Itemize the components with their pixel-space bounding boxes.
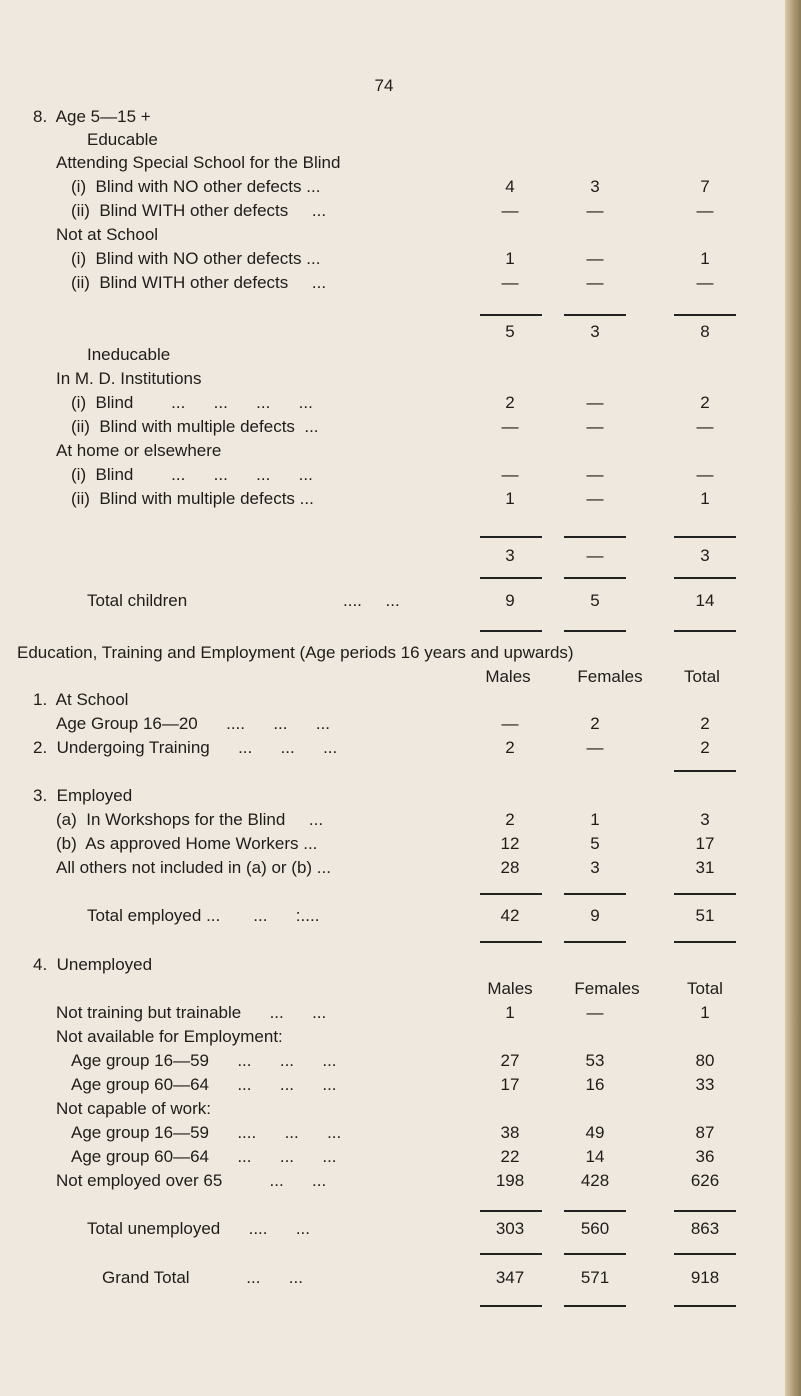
sum-rule (480, 1305, 542, 1307)
row-label: Age group 16—59 .... ... ... (71, 1123, 342, 1142)
subtotal-females: 3 (590, 322, 600, 341)
row-label: (i) Blind with NO other defects ... (71, 249, 321, 268)
row-label: (a) In Workshops for the Blind ... (56, 810, 324, 829)
females-cell: 16 (585, 1075, 605, 1094)
males-cell: — (501, 714, 519, 733)
males-cell: — (501, 201, 519, 220)
males-cell: 4 (505, 177, 515, 196)
sum-rule (674, 1305, 736, 1307)
row-label: Age group 60—64 ... ... ... (71, 1075, 337, 1094)
males-cell: 2 (505, 738, 515, 757)
total-cell: — (696, 273, 714, 292)
total-cell: — (696, 201, 714, 220)
subtotal-males: 3 (505, 546, 515, 565)
total-cell: 1 (700, 1003, 710, 1022)
grand-total-label: Grand Total ... ... (102, 1268, 303, 1287)
total-unemployed-females: 560 (580, 1219, 610, 1238)
sum-rule (564, 630, 626, 632)
column-header-total: Total (687, 979, 723, 998)
subtotal-total: 3 (700, 546, 710, 565)
females-cell: — (586, 489, 604, 508)
column-header-females: Females (577, 667, 643, 686)
sum-rule (480, 893, 542, 895)
females-cell: — (586, 273, 604, 292)
at-home-heading: At home or elsewhere (56, 441, 222, 460)
sum-rule (480, 941, 542, 943)
sum-rule (564, 314, 626, 316)
sum-rule (674, 770, 736, 772)
total-unemployed-total: 863 (690, 1219, 720, 1238)
total-employed-label: Total employed ... ... :.... (87, 906, 320, 925)
males-cell: 1 (505, 1003, 515, 1022)
males-cell: 198 (495, 1171, 525, 1190)
not-available-heading: Not available for Employment: (56, 1027, 283, 1046)
at-school-heading: 1. At School (33, 690, 129, 709)
sum-rule (564, 577, 626, 579)
females-cell: — (586, 1003, 604, 1022)
row-label: Age group 16—59 ... ... ... (71, 1051, 337, 1070)
not-at-school-heading: Not at School (56, 225, 159, 244)
row-label: (b) As approved Home Workers ... (56, 834, 318, 853)
row-label: Age Group 16—20 .... ... ... (56, 714, 331, 733)
males-cell: — (501, 273, 519, 292)
females-cell: 14 (585, 1147, 605, 1166)
total-cell: 626 (690, 1171, 720, 1190)
total-cell: 2 (700, 714, 710, 733)
total-cell: 1 (700, 489, 710, 508)
row-label: Age group 60—64 ... ... ... (71, 1147, 337, 1166)
row-label: (ii) Blind with multiple defects ... (71, 489, 314, 508)
females-cell: 53 (585, 1051, 605, 1070)
subtotal-total: 8 (700, 322, 710, 341)
sum-rule (674, 630, 736, 632)
females-cell: — (586, 465, 604, 484)
females-cell: 3 (590, 858, 600, 877)
column-header-females: Females (574, 979, 640, 998)
total-cell: 3 (700, 810, 710, 829)
total-children-females: 5 (590, 591, 600, 610)
males-cell: 27 (500, 1051, 520, 1070)
subtotal-males: 5 (505, 322, 515, 341)
column-header-total: Total (684, 667, 720, 686)
males-cell: 28 (500, 858, 520, 877)
females-cell: 3 (590, 177, 600, 196)
page-edge-shadow (785, 0, 801, 1396)
sum-rule (480, 314, 542, 316)
males-cell: 12 (500, 834, 520, 853)
total-cell: — (696, 465, 714, 484)
row-label: (i) Blind with NO other defects ... (71, 177, 321, 196)
females-cell: — (586, 201, 604, 220)
total-unemployed-males: 303 (495, 1219, 525, 1238)
sum-rule (674, 941, 736, 943)
males-cell: — (501, 465, 519, 484)
females-cell: 5 (590, 834, 600, 853)
sum-rule (564, 1210, 626, 1212)
total-cell: 87 (695, 1123, 715, 1142)
males-cell: 1 (505, 249, 515, 268)
row-label: Not training but trainable ... ... (56, 1003, 327, 1022)
total-cell: 36 (695, 1147, 715, 1166)
row-label: All others not included in (a) or (b) ... (56, 858, 331, 877)
total-unemployed-label: Total unemployed .... ... (87, 1219, 310, 1238)
total-cell: 2 (700, 738, 710, 757)
females-cell: — (586, 393, 604, 412)
sum-rule (480, 577, 542, 579)
females-cell: 2 (590, 714, 600, 733)
page-number: 74 (374, 76, 394, 95)
total-employed-females: 9 (590, 906, 600, 925)
males-cell: 1 (505, 489, 515, 508)
column-header-males: Males (485, 667, 531, 686)
sum-rule (564, 1253, 626, 1255)
total-cell: 80 (695, 1051, 715, 1070)
total-children-dots: .... ... (343, 591, 400, 610)
sum-rule (480, 1253, 542, 1255)
sum-rule (564, 941, 626, 943)
sum-rule (564, 536, 626, 538)
total-cell: 2 (700, 393, 710, 412)
row-label: (i) Blind ... ... ... ... (71, 393, 313, 412)
sum-rule (674, 314, 736, 316)
row-label: 2. Undergoing Training ... ... ... (33, 738, 338, 757)
grand-total-males: 347 (495, 1268, 525, 1287)
section-8-heading: 8. Age 5—15 + (33, 107, 151, 126)
sum-rule (674, 893, 736, 895)
females-cell: — (586, 738, 604, 757)
subtotal-females: — (586, 546, 604, 565)
not-capable-heading: Not capable of work: (56, 1099, 211, 1118)
attending-heading: Attending Special School for the Blind (56, 153, 341, 172)
employed-heading: 3. Employed (33, 786, 133, 805)
males-cell: — (501, 417, 519, 436)
sum-rule (564, 1305, 626, 1307)
sum-rule (480, 536, 542, 538)
unemployed-heading: 4. Unemployed (33, 955, 153, 974)
total-children-males: 9 (505, 591, 515, 610)
sum-rule (674, 1253, 736, 1255)
sum-rule (674, 577, 736, 579)
row-label: (i) Blind ... ... ... ... (71, 465, 313, 484)
total-employed-males: 42 (500, 906, 520, 925)
total-children-total: 14 (695, 591, 715, 610)
total-cell: 7 (700, 177, 710, 196)
total-cell: 33 (695, 1075, 715, 1094)
ineducable-heading: Ineducable (87, 345, 171, 364)
grand-total-females: 571 (580, 1268, 610, 1287)
females-cell: 428 (580, 1171, 610, 1190)
sum-rule (564, 893, 626, 895)
males-cell: 2 (505, 393, 515, 412)
total-cell: 17 (695, 834, 715, 853)
males-cell: 17 (500, 1075, 520, 1094)
row-label: (ii) Blind WITH other defects ... (71, 273, 327, 292)
females-cell: 49 (585, 1123, 605, 1142)
females-cell: 1 (590, 810, 600, 829)
males-cell: 22 (500, 1147, 520, 1166)
grand-total-total: 918 (690, 1268, 720, 1287)
total-cell: — (696, 417, 714, 436)
sum-rule (674, 536, 736, 538)
row-label: (ii) Blind with multiple defects ... (71, 417, 319, 436)
education-heading: Education, Training and Employment (Age periods 16 years and upwards) (17, 643, 574, 662)
females-cell: — (586, 417, 604, 436)
males-cell: 2 (505, 810, 515, 829)
total-cell: 31 (695, 858, 715, 877)
total-employed-total: 51 (695, 906, 715, 925)
row-label: Not employed over 65 ... ... (56, 1171, 327, 1190)
total-cell: 1 (700, 249, 710, 268)
males-cell: 38 (500, 1123, 520, 1142)
row-label: (ii) Blind WITH other defects ... (71, 201, 327, 220)
sum-rule (480, 630, 542, 632)
column-header-males: Males (487, 979, 533, 998)
total-children-label: Total children (87, 591, 188, 610)
md-institutions-heading: In M. D. Institutions (56, 369, 202, 388)
educable-heading: Educable (87, 130, 158, 149)
females-cell: — (586, 249, 604, 268)
sum-rule (480, 1210, 542, 1212)
sum-rule (674, 1210, 736, 1212)
